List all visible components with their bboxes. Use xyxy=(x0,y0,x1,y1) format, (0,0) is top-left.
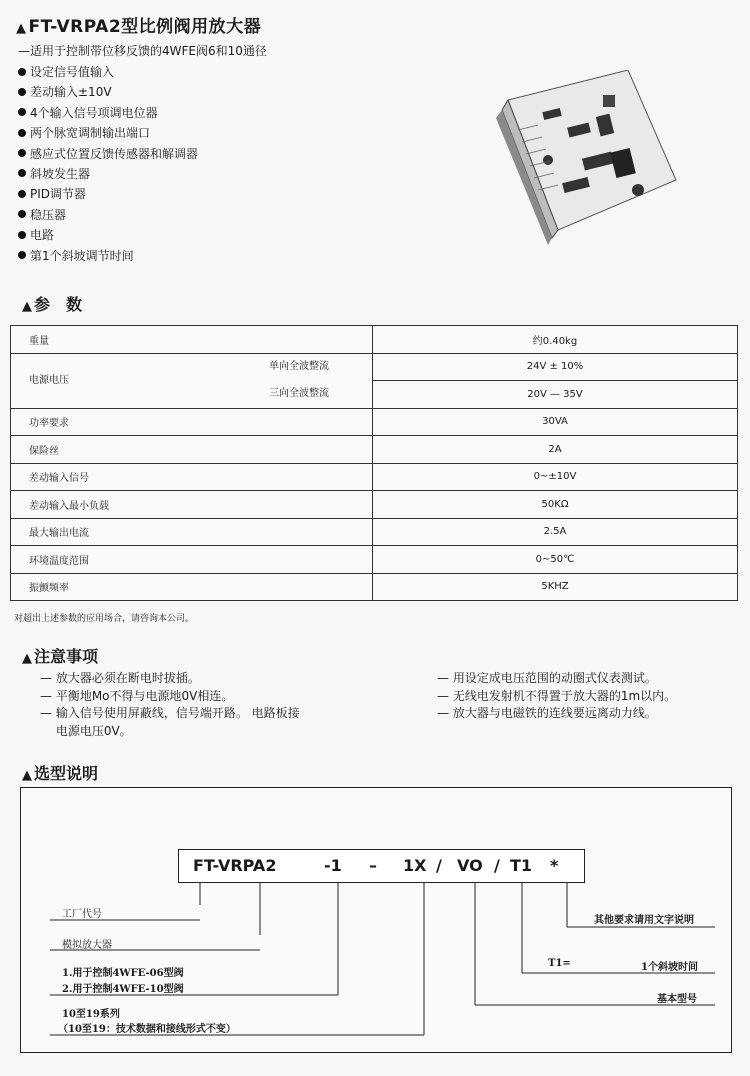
feature-item: 感应式位置反馈传感器和解调器 xyxy=(18,144,198,164)
param-label: 最大输出电流 xyxy=(11,518,373,546)
param-value: 30VA xyxy=(373,408,738,436)
cautions-heading: ▲ 注意事项 xyxy=(22,647,99,666)
triangle-icon: ▲ xyxy=(22,651,32,666)
param-label: 功率要求 xyxy=(11,408,373,436)
params-heading: ▲ 参 数 xyxy=(22,295,83,314)
label-other: 其他要求请用文字说明 xyxy=(594,915,694,926)
feature-item: 第1个斜坡调节时间 xyxy=(18,246,198,266)
feature-item: 差动输入±10V xyxy=(18,82,198,102)
page-title-text: FT-VRPA2型比例阀用放大器 xyxy=(28,17,262,37)
feature-item: 稳压器 xyxy=(18,205,198,225)
caution-item: — 用设定成电压范围的动圈式仪表测试。 xyxy=(437,671,657,685)
param-value: 2.5A xyxy=(373,518,738,546)
param-sublabel: 单向全波整流 xyxy=(269,360,329,372)
param-value: 20V — 35V xyxy=(373,381,738,409)
code-digit: -1 xyxy=(324,856,342,875)
param-value: 2A xyxy=(373,436,738,464)
features-intro: —适用于控制带位移反馈的4WFE阀6和10通径 xyxy=(18,44,267,58)
feature-item: PID调节器 xyxy=(18,184,198,204)
code-model: FT-VRPA2 xyxy=(193,856,277,875)
triangle-icon: ▲ xyxy=(22,299,32,314)
param-value: 约0.40kg xyxy=(373,326,738,354)
param-label: 振颤频率 xyxy=(11,573,373,601)
param-label: 电源电压 xyxy=(29,374,69,386)
feature-item: 斜坡发生器 xyxy=(18,164,198,184)
label-basic: 基本型号 xyxy=(657,994,697,1005)
label-factory: 工厂代号 xyxy=(62,909,102,920)
label-analog: 模拟放大器 xyxy=(62,940,112,951)
label-opt2: 2.用于控制4WFE-10型阀 xyxy=(62,984,184,995)
param-value: 0~±10V xyxy=(373,463,738,491)
caution-item: — 平衡地Mo不得与电源地0V相连。 xyxy=(40,688,234,703)
param-value: 24V ± 10% xyxy=(373,353,738,381)
code-t1: T1 xyxy=(510,856,533,875)
label-t1-value: 1个斜坡时间 xyxy=(641,962,698,973)
caution-item: — 放大器与电磁铁的连线要远离动力线。 xyxy=(437,706,657,720)
caution-item: — 输入信号使用屏蔽线，信号端开路。 电路板接 xyxy=(40,706,300,720)
triangle-icon: ▲ xyxy=(22,768,32,783)
label-series: 10至19系列 xyxy=(62,1009,120,1020)
code-star: * xyxy=(550,856,559,875)
param-label: 保险丝 xyxy=(11,436,373,464)
model-code-box xyxy=(178,849,585,883)
code-slash: / xyxy=(436,856,442,875)
code-slash: / xyxy=(494,856,500,875)
param-value: 50KΩ xyxy=(373,491,738,519)
feature-item: 4个输入信号项调电位器 xyxy=(18,103,198,123)
caution-item: — 无线电发射机不得置于放大器的1m以内。 xyxy=(437,688,677,703)
label-series-note: （10至19：技术数据和接线形式不变） xyxy=(58,1024,236,1035)
param-label: 重量 xyxy=(11,326,373,354)
code-series: 1X xyxy=(403,856,427,875)
triangle-icon: ▲ xyxy=(16,21,27,36)
params-note: 对超出上述参数的应用场合，请咨询本公司。 xyxy=(14,614,195,624)
code-dash: – xyxy=(369,856,377,875)
param-sublabel: 三向全波整流 xyxy=(269,387,329,399)
param-label: 环境温度范围 xyxy=(11,546,373,574)
param-value: 0~50℃ xyxy=(373,546,738,574)
label-t1-key: T1= xyxy=(548,958,571,969)
param-label: 差动输入信号 xyxy=(11,463,373,491)
feature-item: 设定信号值输入 xyxy=(18,62,198,82)
selection-heading: ▲ 选型说明 xyxy=(22,764,99,783)
code-vo: VO xyxy=(457,856,483,875)
caution-item: 电源电压0V。 xyxy=(40,723,132,738)
label-opt1: 1.用于控制4WFE-06型阀 xyxy=(62,968,184,979)
param-value: 5KHZ xyxy=(373,573,738,601)
param-label: 差动输入最小负载 xyxy=(11,491,373,519)
caution-item: — 放大器必须在断电时拔插。 xyxy=(40,671,200,685)
feature-item: 电路 xyxy=(18,225,198,245)
feature-item: 两个脉宽调制输出端口 xyxy=(18,123,198,143)
